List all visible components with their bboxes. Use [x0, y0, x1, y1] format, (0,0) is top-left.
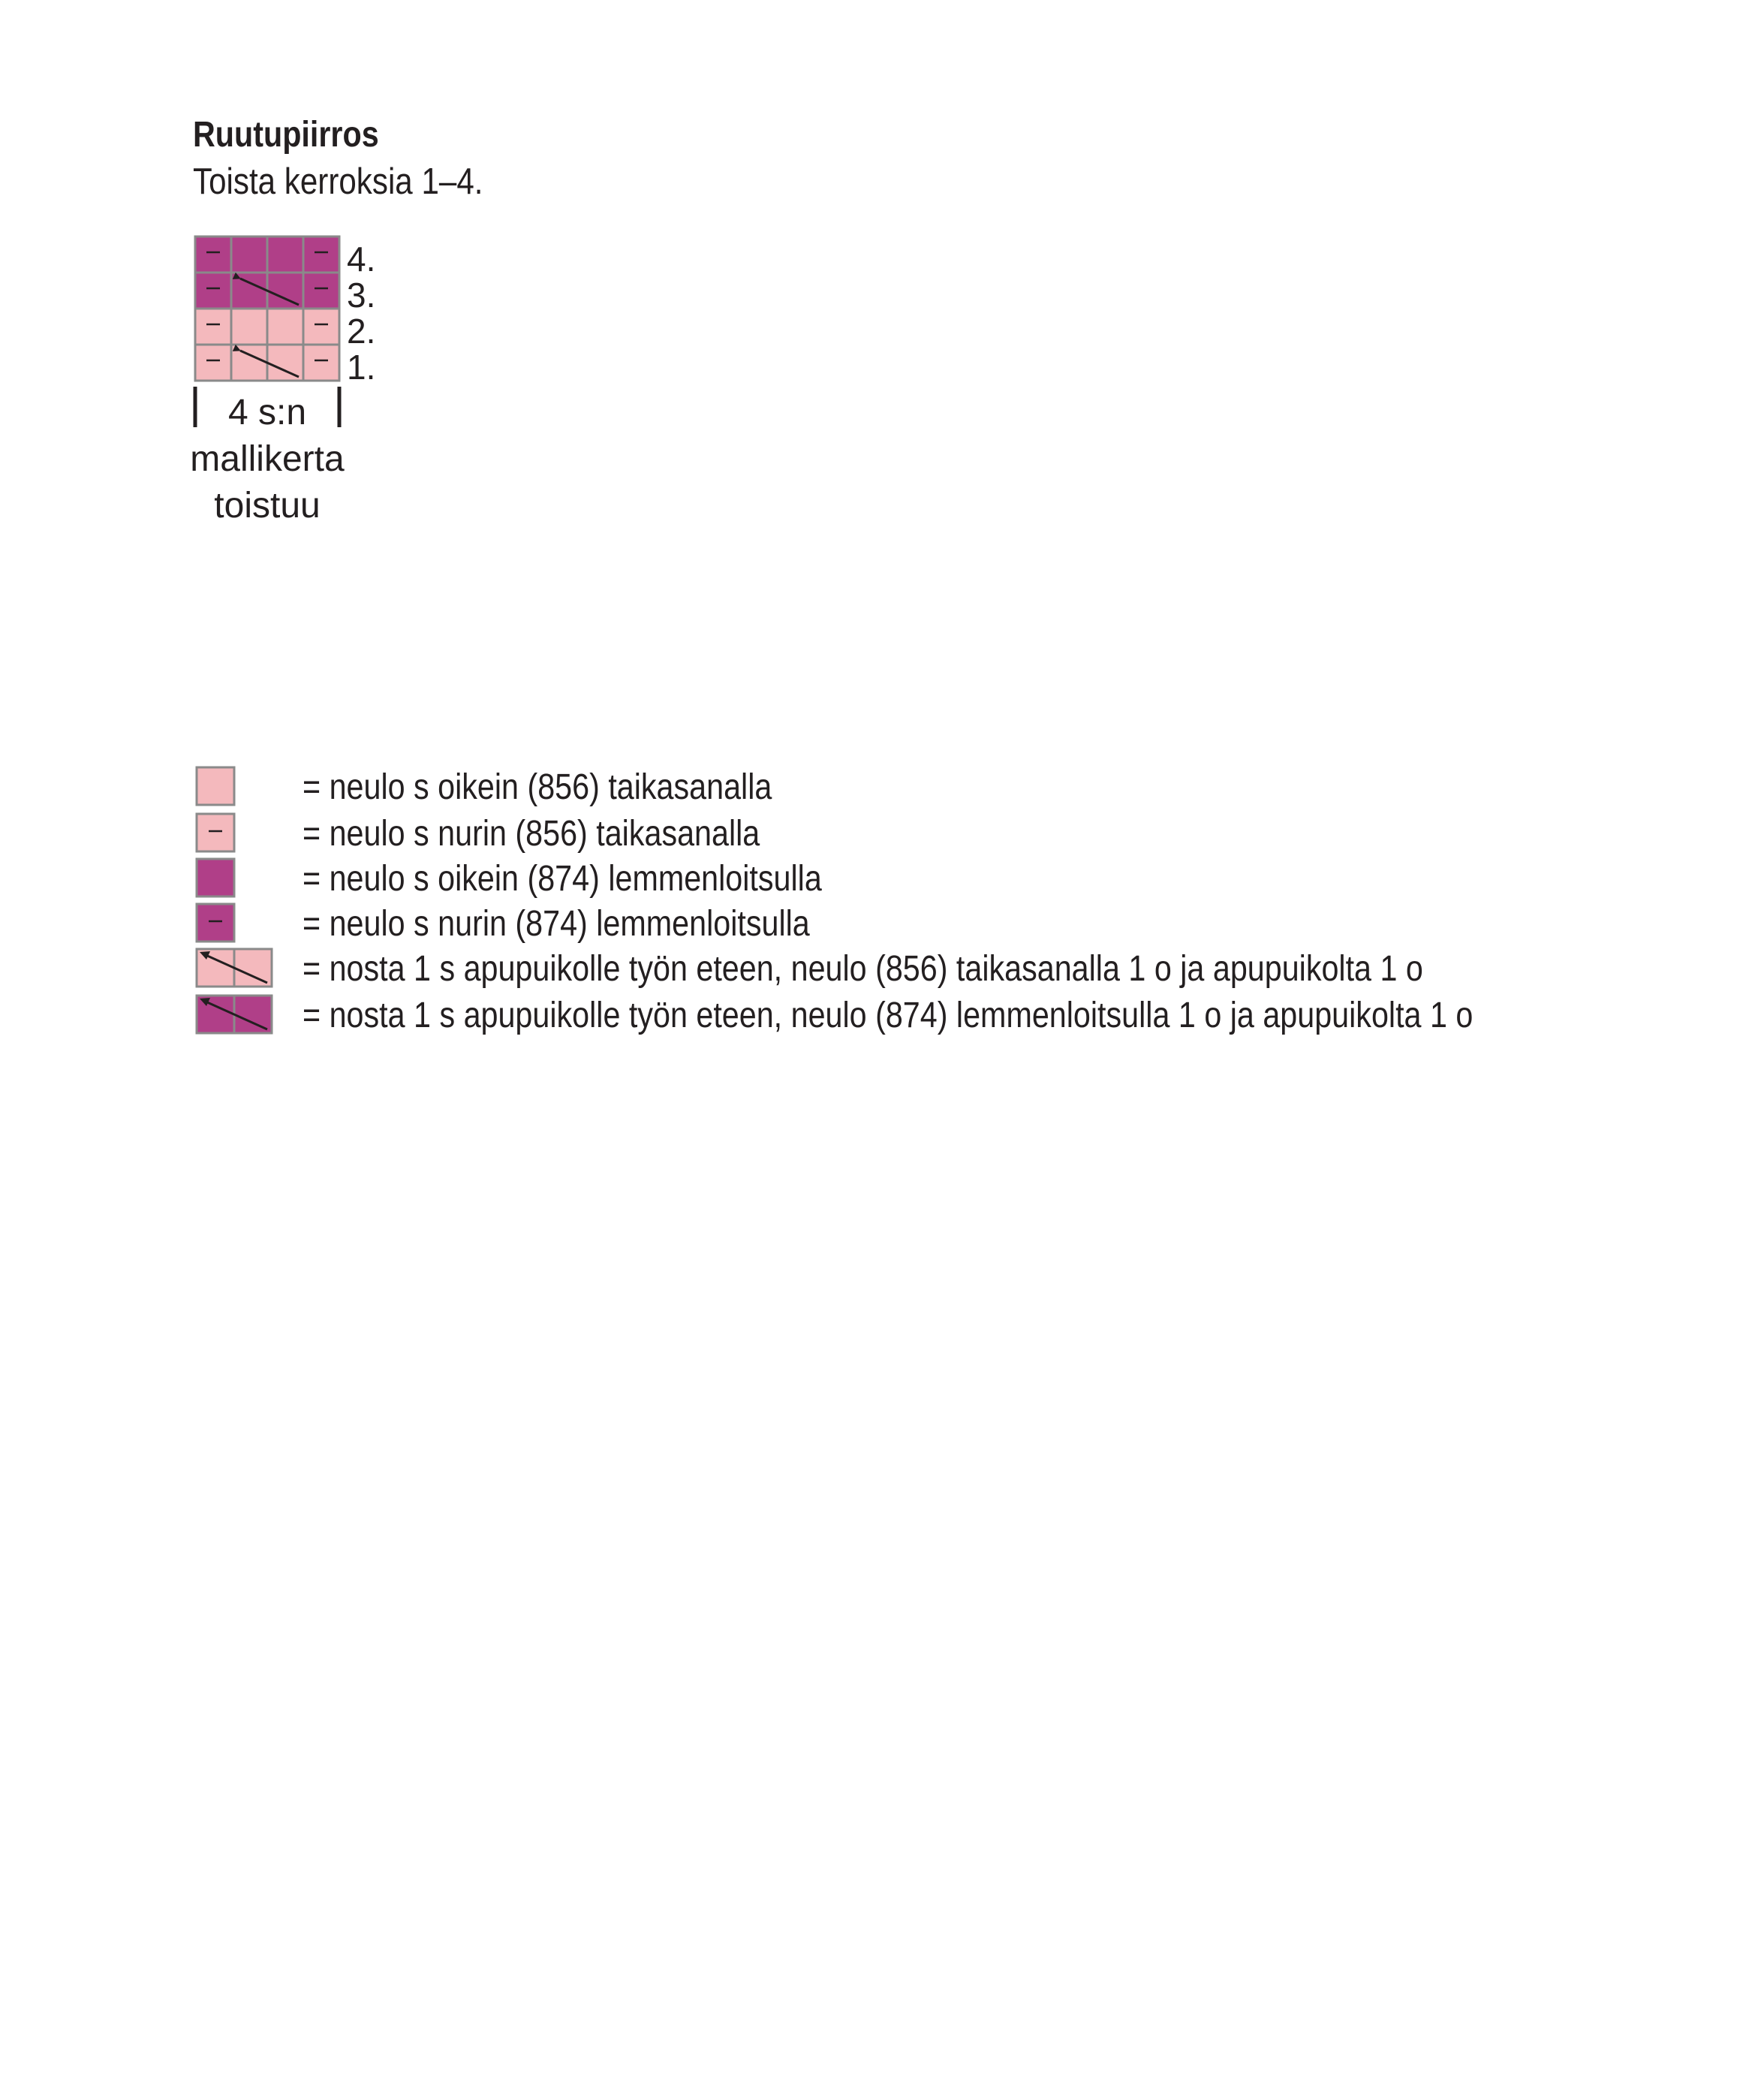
row-label: 3.	[347, 276, 376, 315]
legend-text: = nosta 1 s apupuikolle työn eteen, neulo (874) lemmenloitsulla 1 o ja apupuikolta 1 o	[303, 996, 1474, 1035]
repeat-label-line: mallikerta	[190, 439, 345, 479]
knit-stitch-symbol	[195, 857, 236, 898]
chart-cell	[267, 237, 303, 273]
chart-cell	[303, 309, 339, 345]
chart-cell	[195, 273, 231, 309]
chart-title: Ruutupiirros	[193, 115, 379, 155]
cross-stitch-symbol	[195, 948, 273, 988]
chart-subtitle: Toista kerroksia 1–4.	[193, 161, 483, 202]
row-label: 2.	[347, 312, 376, 351]
chart-cell	[195, 345, 231, 381]
legend-text: = neulo s nurin (874) lemmenloitsulla	[303, 904, 810, 944]
chart-cell	[303, 273, 339, 309]
chart-cell	[231, 309, 267, 345]
legend-text: = neulo s nurin (856) taikasanalla	[303, 814, 760, 854]
chart-cell	[231, 237, 267, 273]
knitting-chart	[0, 0, 1764, 601]
chart-cell	[231, 273, 267, 309]
cross-stitch-symbol	[195, 994, 273, 1035]
chart-cell	[303, 237, 339, 273]
legend-text: = neulo s oikein (874) lemmenloitsulla	[303, 859, 822, 899]
chart-cell	[303, 345, 339, 381]
chart-cell	[231, 345, 267, 381]
chart-cell	[195, 237, 231, 273]
purl-stitch-symbol	[195, 902, 236, 943]
chart-cell	[267, 273, 303, 309]
legend-text: = nosta 1 s apupuikolle työn eteen, neulo (856) taikasanalla 1 o ja apupuikolta 1 o	[303, 949, 1423, 989]
repeat-label-line: 4 s:n	[227, 393, 307, 432]
legend-text: = neulo s oikein (856) taikasanalla	[303, 767, 772, 807]
chart-cell	[267, 309, 303, 345]
chart-cell	[195, 309, 231, 345]
knit-stitch-symbol	[195, 766, 236, 806]
chart-cell	[267, 345, 303, 381]
row-label: 4.	[347, 240, 376, 279]
row-label: 1.	[347, 348, 376, 387]
repeat-label-line: toistuu	[214, 486, 321, 526]
purl-stitch-symbol	[195, 812, 236, 853]
